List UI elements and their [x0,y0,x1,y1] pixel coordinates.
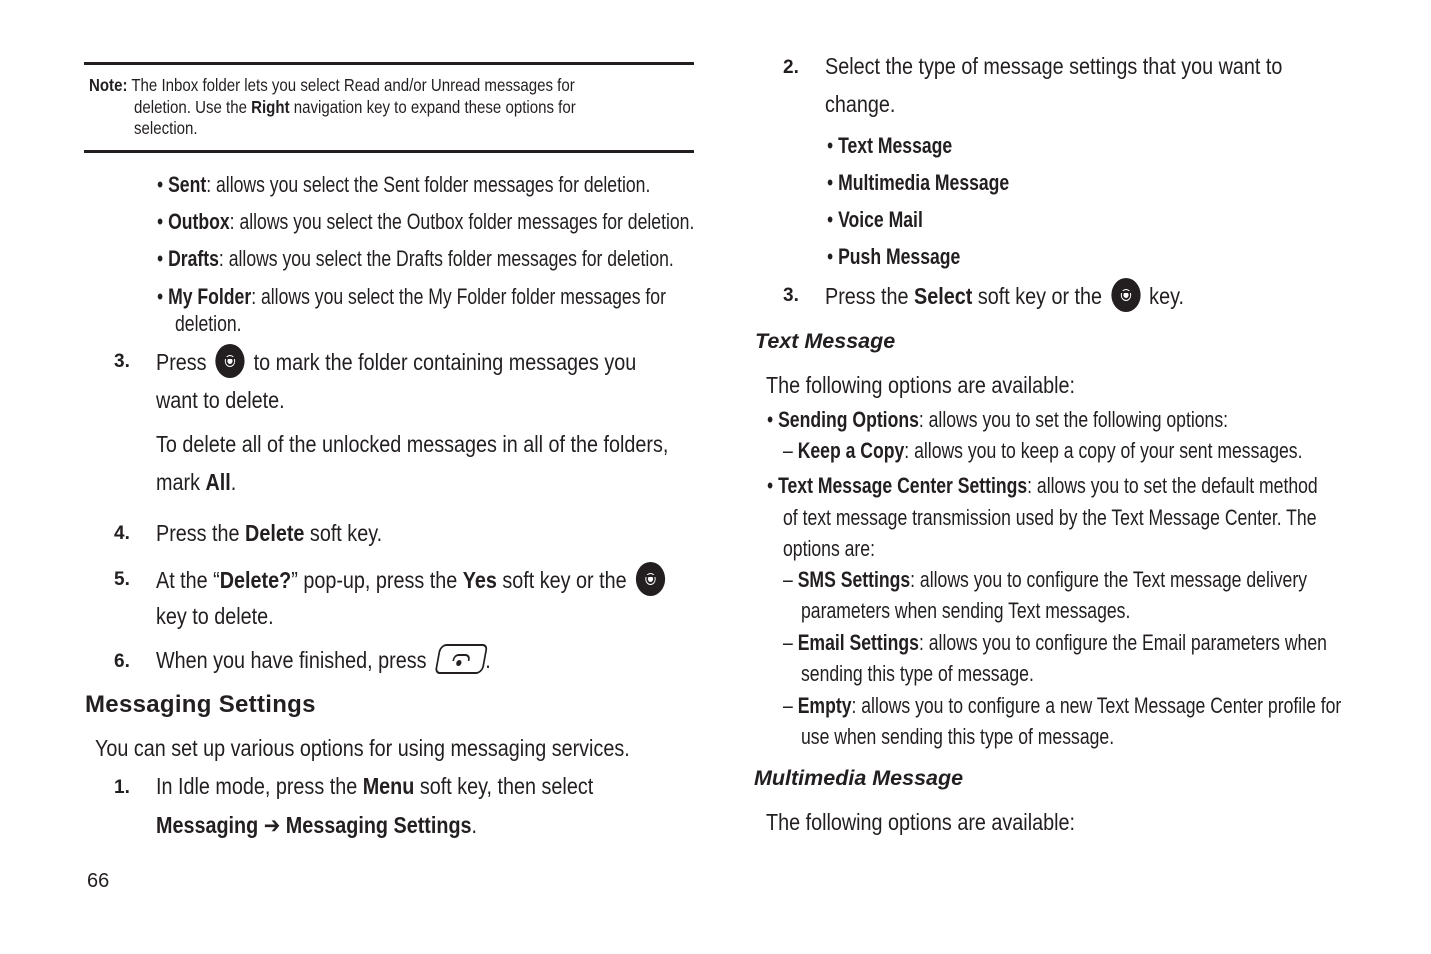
step-5-number: 5. [114,569,130,590]
step-4-number: 4. [114,523,130,544]
option-sending-options: • Sending Options: allows you to set the following options: [767,407,1229,432]
note-line-2-end: navigation key to expand these options for [289,96,576,117]
step-1-line-2: Messaging ➔ Messaging Settings. [156,812,478,838]
section-heading-messaging-settings: Messaging Settings [85,691,316,718]
step-6-line: When you have finished, press . [156,647,545,677]
end-key-icon [434,644,488,674]
subheading-multimedia-message: Multimedia Message [754,766,964,790]
bullet-outbox: • Outbox: allows you select the Outbox folder messages for deletion. [157,209,695,234]
option-center-settings: • Text Message Center Settings: allows you to set the default method [767,473,1318,498]
bullet-my-folder-cont: deletion. [175,311,242,336]
note-line-2: deletion. Use the [134,96,252,117]
option-keep-a-copy: – Keep a Copy: allows you to keep a copy of your sent messages. [783,438,1303,463]
step-2-line-1: Select the type of message settings that you want to [825,53,1283,79]
messaging-intro: You can set up various options for using messaging services. [95,735,630,761]
step-3-para-1: To delete all of the unlocked messages in all of the folders, [156,431,669,457]
ok-button-icon [1111,278,1140,312]
note-right-key: Right [251,96,290,117]
step-3-number: 3. [114,351,130,372]
step-3-line-2: want to delete. [156,387,285,413]
step-5-line-1: At the “Delete?” pop-up, press the Yes soft key or the [156,565,752,599]
page-number: 66 [87,870,110,892]
note-top-rule [84,62,694,65]
type-voice-mail: • Voice Mail [827,207,923,232]
bullet-my-folder: • My Folder: allows you select the My Folder folder messages for [157,284,666,309]
option-empty-l2: use when sending this type of message. [801,724,1115,749]
note-line-1: The Inbox folder lets you select Read and/or Unread messages for [131,75,575,95]
multimedia-intro: The following options are available: [766,809,1075,835]
step-2-number: 2. [783,57,799,78]
note-box [89,75,654,140]
ok-button-icon [216,344,245,378]
step-2-line-2: change. [825,91,896,117]
step-5-line-2: key to delete. [156,603,274,629]
step-4-line: Press the Delete soft key. [156,520,383,546]
step-1-number: 1. [114,777,130,798]
option-email-settings: – Email Settings: allows you to configure the Email parameters when [783,630,1327,655]
right-step-3-line: Press the Select soft key or the key. [825,281,1242,315]
option-sms-settings-l2: parameters when sending Text messages. [801,598,1131,623]
step-3-para-2: mark All. [156,469,237,495]
note-label: Note: [89,75,128,95]
bullet-sent: • Sent: allows you select the Sent folder messages for deletion. [157,172,651,197]
note-line-3: selection. [134,118,198,138]
type-push-message: • Push Message [827,244,961,269]
note-bottom-rule [84,150,694,153]
ok-button-icon [636,562,665,596]
type-multimedia-message: • Multimedia Message [827,170,1010,195]
step-1-line-1: In Idle mode, press the Menu soft key, then select [156,773,594,799]
bullet-drafts: • Drafts: allows you select the Drafts folder messages for deletion. [157,246,674,271]
option-center-settings-l3: options are: [783,536,875,561]
type-text-message: • Text Message [827,133,953,158]
option-empty: – Empty: allows you to configure a new Text Message Center profile for [783,693,1342,718]
option-sms-settings: – SMS Settings: allows you to configure the Text message delivery [783,567,1308,592]
option-center-settings-l2: of text message transmission used by the Text Message Center. The [783,505,1317,530]
subheading-text-message: Text Message [755,329,896,353]
text-message-intro: The following options are available: [766,372,1075,398]
step-3-line-1: Press to mark the folder containing messages you [156,347,714,381]
right-step-3-number: 3. [783,285,799,306]
option-email-settings-l2: sending this type of message. [801,661,1034,686]
step-6-number: 6. [114,651,130,672]
